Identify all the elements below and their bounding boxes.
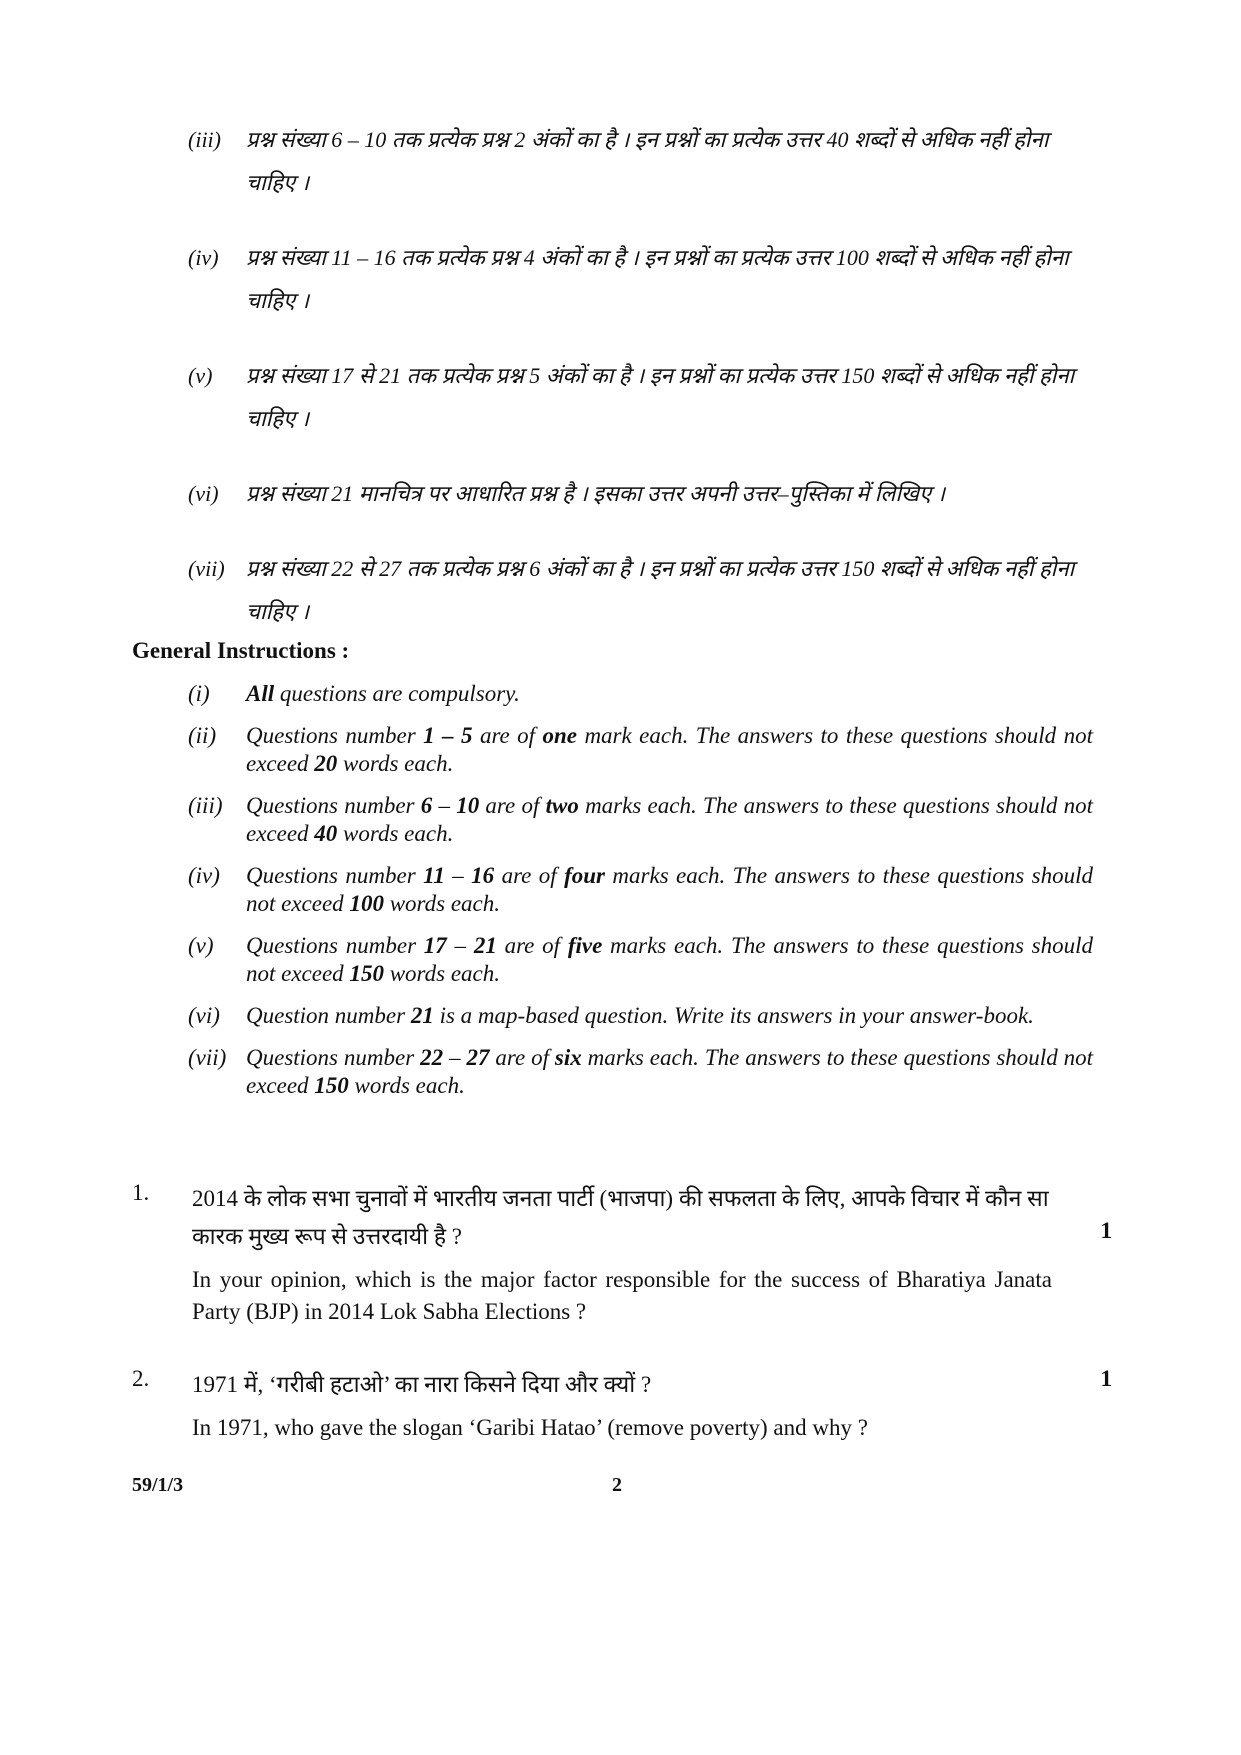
marks-label: 1 (1100, 1366, 1112, 1391)
emphasis: 100 (349, 891, 384, 916)
text: are of (496, 933, 568, 958)
emphasis: one (542, 723, 578, 748)
list-item (188, 236, 1093, 322)
list-item (188, 792, 1093, 848)
hindi-instructions (188, 118, 1093, 665)
item-text (246, 722, 1093, 778)
question-text-hindi: 1971 में, ‘गरीबी हटाओ’ का नारा किसने दिया और क्यों ? (192, 1372, 652, 1397)
emphasis: 17 (423, 933, 447, 958)
item-number: (iv) (188, 863, 220, 888)
text: marks each. The answers to these questions should not exceed (246, 1045, 1093, 1098)
text: Questions number (246, 1045, 421, 1070)
question-2 (132, 1366, 1112, 1444)
list-item (188, 472, 1093, 515)
list-item (188, 932, 1093, 988)
general-instructions (188, 680, 1093, 1114)
list-item (188, 547, 1093, 633)
item-text: प्रश्न संख्या 17 से 21 तक प्रत्येक प्रश्न 5 अंकों का है । इन प्रश्नों का प्रत्येक उत्तर 150 शब्दों से अधिक नहीं होना चाहिए । (246, 363, 1075, 431)
text: marks each. The answers to these questions should not exceed (246, 793, 1093, 846)
item-number: (iii) (188, 793, 223, 818)
text: are of (494, 863, 565, 888)
item-number: (vii) (188, 556, 225, 581)
item-number: (vi) (188, 1003, 220, 1028)
emphasis: 27 (466, 1045, 490, 1070)
item-text (246, 792, 1093, 848)
emphasis: 20 (314, 751, 338, 776)
emphasis: four (564, 863, 606, 888)
list-item (188, 1044, 1093, 1100)
question-number: 1. (132, 1180, 150, 1205)
text: are of (489, 1045, 555, 1070)
text: – (444, 863, 472, 888)
text: mark each. The answers to these questions should not exceed (246, 723, 1094, 776)
paper-code: 59/1/3 (132, 1474, 184, 1496)
item-number: (vi) (188, 481, 219, 506)
text: Questions number (246, 793, 421, 818)
item-text (246, 1044, 1093, 1100)
emphasis: 1 – 5 (423, 723, 473, 748)
emphasis: 150 (314, 1073, 349, 1098)
item-number: (v) (188, 933, 214, 958)
emphasis: 16 (471, 863, 495, 888)
item-number: (iii) (188, 127, 221, 152)
emphasis: 6 (420, 793, 433, 818)
list-item (188, 1002, 1093, 1030)
text: – (432, 793, 457, 818)
text: marks each. The answers to these questions should not exceed (246, 863, 1093, 916)
item-number: (v) (188, 363, 213, 388)
text: – (443, 1045, 467, 1070)
text: words each. (337, 751, 454, 776)
list-item (188, 862, 1093, 918)
emphasis: six (554, 1045, 582, 1070)
emphasis: 21 (473, 933, 497, 958)
question-1 (132, 1180, 1112, 1328)
emphasis: 150 (349, 961, 384, 986)
emphasis: 10 (456, 793, 480, 818)
item-text: प्रश्न संख्या 11 – 16 तक प्रत्येक प्रश्न 4 अंकों का है । इन प्रश्नों का प्रत्येक उत्तर 100 शब्दों से अधिक नहीं होना चाहिए । (246, 245, 1069, 313)
text: are of (472, 723, 543, 748)
emphasis: five (567, 933, 603, 958)
general-instructions-heading: General Instructions : (132, 638, 350, 663)
list-item (188, 118, 1093, 204)
text: words each. (337, 821, 454, 846)
item-number: (i) (188, 681, 210, 706)
question-text-english: In your opinion, which is the major factor responsible for the success of Bharatiya Janata Party (BJP) in 2014 Lok Sabha Elections ? (192, 1267, 1052, 1324)
question-text-english: In 1971, who gave the slogan ‘Garibi Hatao’ (remove poverty) and why ? (192, 1415, 868, 1440)
page-number: 2 (612, 1474, 622, 1496)
emphasis: 40 (314, 821, 338, 846)
list-item (188, 354, 1093, 440)
text: marks each. The answers to these questions should not exceed (246, 933, 1094, 986)
item-text (246, 680, 1093, 708)
text: words each. (383, 891, 500, 916)
item-number: (vii) (188, 1045, 227, 1070)
emphasis: 21 (410, 1003, 434, 1028)
text: Questions number (246, 933, 424, 958)
text: is a map-based question. Write its answers in your answer-book. (433, 1003, 1034, 1028)
item-text (246, 932, 1093, 988)
question-number: 2. (132, 1366, 150, 1391)
emphasis: 11 (423, 863, 445, 888)
item-text (246, 1002, 1093, 1030)
emphasis: 22 (420, 1045, 444, 1070)
text: Question number (246, 1003, 411, 1028)
list-item (188, 722, 1093, 778)
item-text: प्रश्न संख्या 6 – 10 तक प्रत्येक प्रश्न 2 अंकों का है । इन प्रश्नों का प्रत्येक उत्तर 40 शब्दों से अधिक नहीं होना चाहिए । (246, 127, 1049, 195)
text: Questions number (246, 863, 424, 888)
item-number: (ii) (188, 723, 217, 748)
text: words each. (348, 1073, 465, 1098)
text: – (446, 933, 474, 958)
emphasis: All (246, 681, 275, 706)
text: questions are compulsory. (274, 681, 520, 706)
question-text-hindi: 2014 के लोक सभा चुनावों में भारतीय जनता पार्टी (भाजपा) की सफलता के लिए, आपके विचार में कौन सा कारक मुख्य रूप से उत्तरदायी है ? (192, 1186, 1049, 1249)
text: are of (479, 793, 546, 818)
emphasis: two (545, 793, 579, 818)
item-text: प्रश्न संख्या 21 मानचित्र पर आधारित प्रश्न है । इसका उत्तर अपनी उत्तर–पुस्तिका में लिखिए । (246, 481, 946, 506)
text: words each. (383, 961, 500, 986)
list-item (188, 680, 1093, 708)
marks-label: 1 (1100, 1218, 1112, 1243)
text: Questions number (246, 723, 424, 748)
item-text: प्रश्न संख्या 22 से 27 तक प्रत्येक प्रश्न 6 अंकों का है । इन प्रश्नों का प्रत्येक उत्तर 150 शब्दों से अधिक नहीं होना चाहिए । (246, 556, 1075, 624)
item-number: (iv) (188, 245, 219, 270)
item-text (246, 862, 1093, 918)
